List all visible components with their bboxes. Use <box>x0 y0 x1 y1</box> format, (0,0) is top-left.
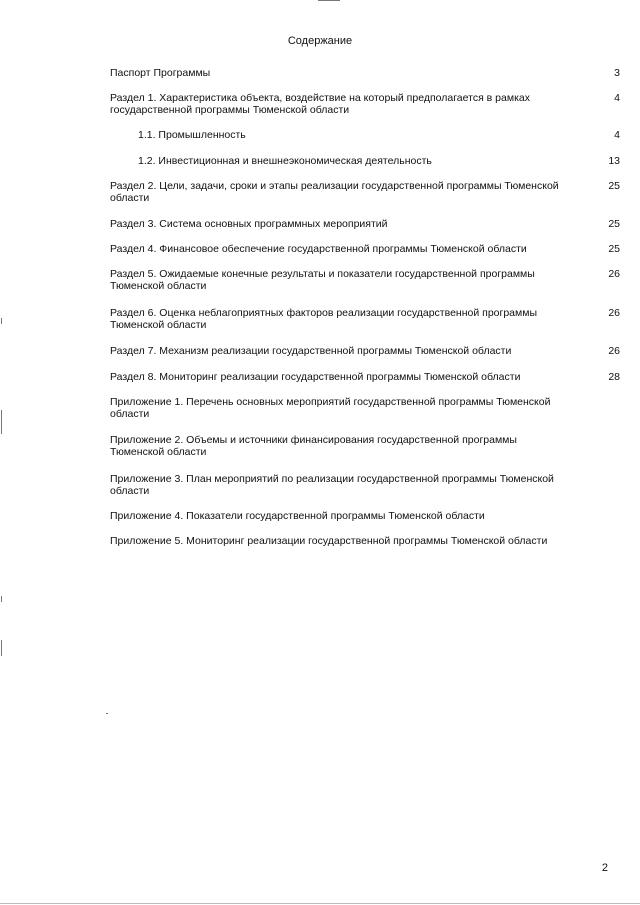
toc-entry-passport <box>110 67 620 79</box>
toc-entry-page: 28 <box>608 371 620 383</box>
toc-entry-text: Приложение 2. Объемы и источники финансирования государственной программы Тюменской области <box>110 434 517 458</box>
toc-entry-subsection-1-1 <box>138 129 620 141</box>
toc-entry-text: 1.2. Инвестиционная и внешнеэкономическая деятельность <box>138 155 432 167</box>
toc-entry-subsection-1-2 <box>138 155 620 167</box>
toc-entry-text: Приложение 4. Показатели государственной программы Тюменской области <box>110 510 485 522</box>
toc-entry-page: 26 <box>608 268 620 280</box>
toc-entry-page: 4 <box>614 92 620 104</box>
toc-entry-text: Паспорт Программы <box>110 67 211 79</box>
toc-entry-section-3 <box>110 218 620 230</box>
toc-entry-text: Приложение 1. Перечень основных мероприятий государственной программы Тюменской области <box>110 396 551 420</box>
toc-entry-text: Раздел 6. Оценка неблагоприятных факторов реализации государственной программы Тюменской области <box>110 307 537 331</box>
toc-entry-page: 25 <box>608 180 620 192</box>
scan-mark <box>318 0 340 1</box>
toc-entry-page: 13 <box>608 155 620 167</box>
toc-entry-appendix-2 <box>110 434 620 458</box>
toc-entry-appendix-1 <box>110 396 620 420</box>
scan-mark <box>1 318 2 324</box>
toc-entry-text: 1.1. Промышленность <box>138 129 246 141</box>
scan-mark <box>106 713 108 714</box>
toc-entry-section-1 <box>110 92 620 116</box>
toc-entry-page: 25 <box>608 218 620 230</box>
toc-entry-page: 4 <box>614 129 620 141</box>
toc-entry-page: 26 <box>608 345 620 357</box>
toc-entry-text: Раздел 3. Система основных программных мероприятий <box>110 218 388 230</box>
scan-mark <box>1 410 2 434</box>
toc-entry-page: 25 <box>608 243 620 255</box>
scan-mark <box>0 903 640 904</box>
toc-entry-appendix-5 <box>110 535 620 547</box>
toc-entry-text: Раздел 8. Мониторинг реализации государственной программы Тюменской области <box>110 371 521 383</box>
toc-entry-appendix-3 <box>110 473 620 497</box>
toc-entry-section-6 <box>110 307 620 331</box>
toc-entry-text: Раздел 1. Характеристика объекта, воздействие на который предполагается в рамках государственной программы Тюменской области <box>110 92 530 116</box>
page-number: 2 <box>601 862 608 874</box>
toc-entry-section-7 <box>110 345 620 357</box>
toc-entry-page: 3 <box>614 67 620 79</box>
scan-mark <box>1 596 2 602</box>
toc-entry-text: Раздел 4. Финансовое обеспечение государственной программы Тюменской области <box>110 243 527 255</box>
toc-entry-page: 26 <box>608 307 620 319</box>
toc-entry-text: Раздел 5. Ожидаемые конечные результаты и показатели государственной программы Тюменской области <box>110 268 535 292</box>
toc-entry-section-2 <box>110 180 620 204</box>
scan-mark <box>1 640 2 656</box>
toc-entry-appendix-4 <box>110 510 620 522</box>
toc-entry-text: Раздел 7. Механизм реализации государственной программы Тюменской области <box>110 345 512 357</box>
toc-entry-section-4 <box>110 243 620 255</box>
toc-entry-text: Приложение 5. Мониторинг реализации государственной программы Тюменской области <box>110 535 548 547</box>
toc-title: Содержание <box>287 35 353 47</box>
toc-entry-text: Раздел 2. Цели, задачи, сроки и этапы реализации государственной программы Тюменской области <box>110 180 559 204</box>
toc-entry-section-5 <box>110 268 620 292</box>
toc-entry-text: Приложение 3. План мероприятий по реализации государственной программы Тюменской области <box>110 473 554 497</box>
toc-entry-section-8 <box>110 371 620 383</box>
